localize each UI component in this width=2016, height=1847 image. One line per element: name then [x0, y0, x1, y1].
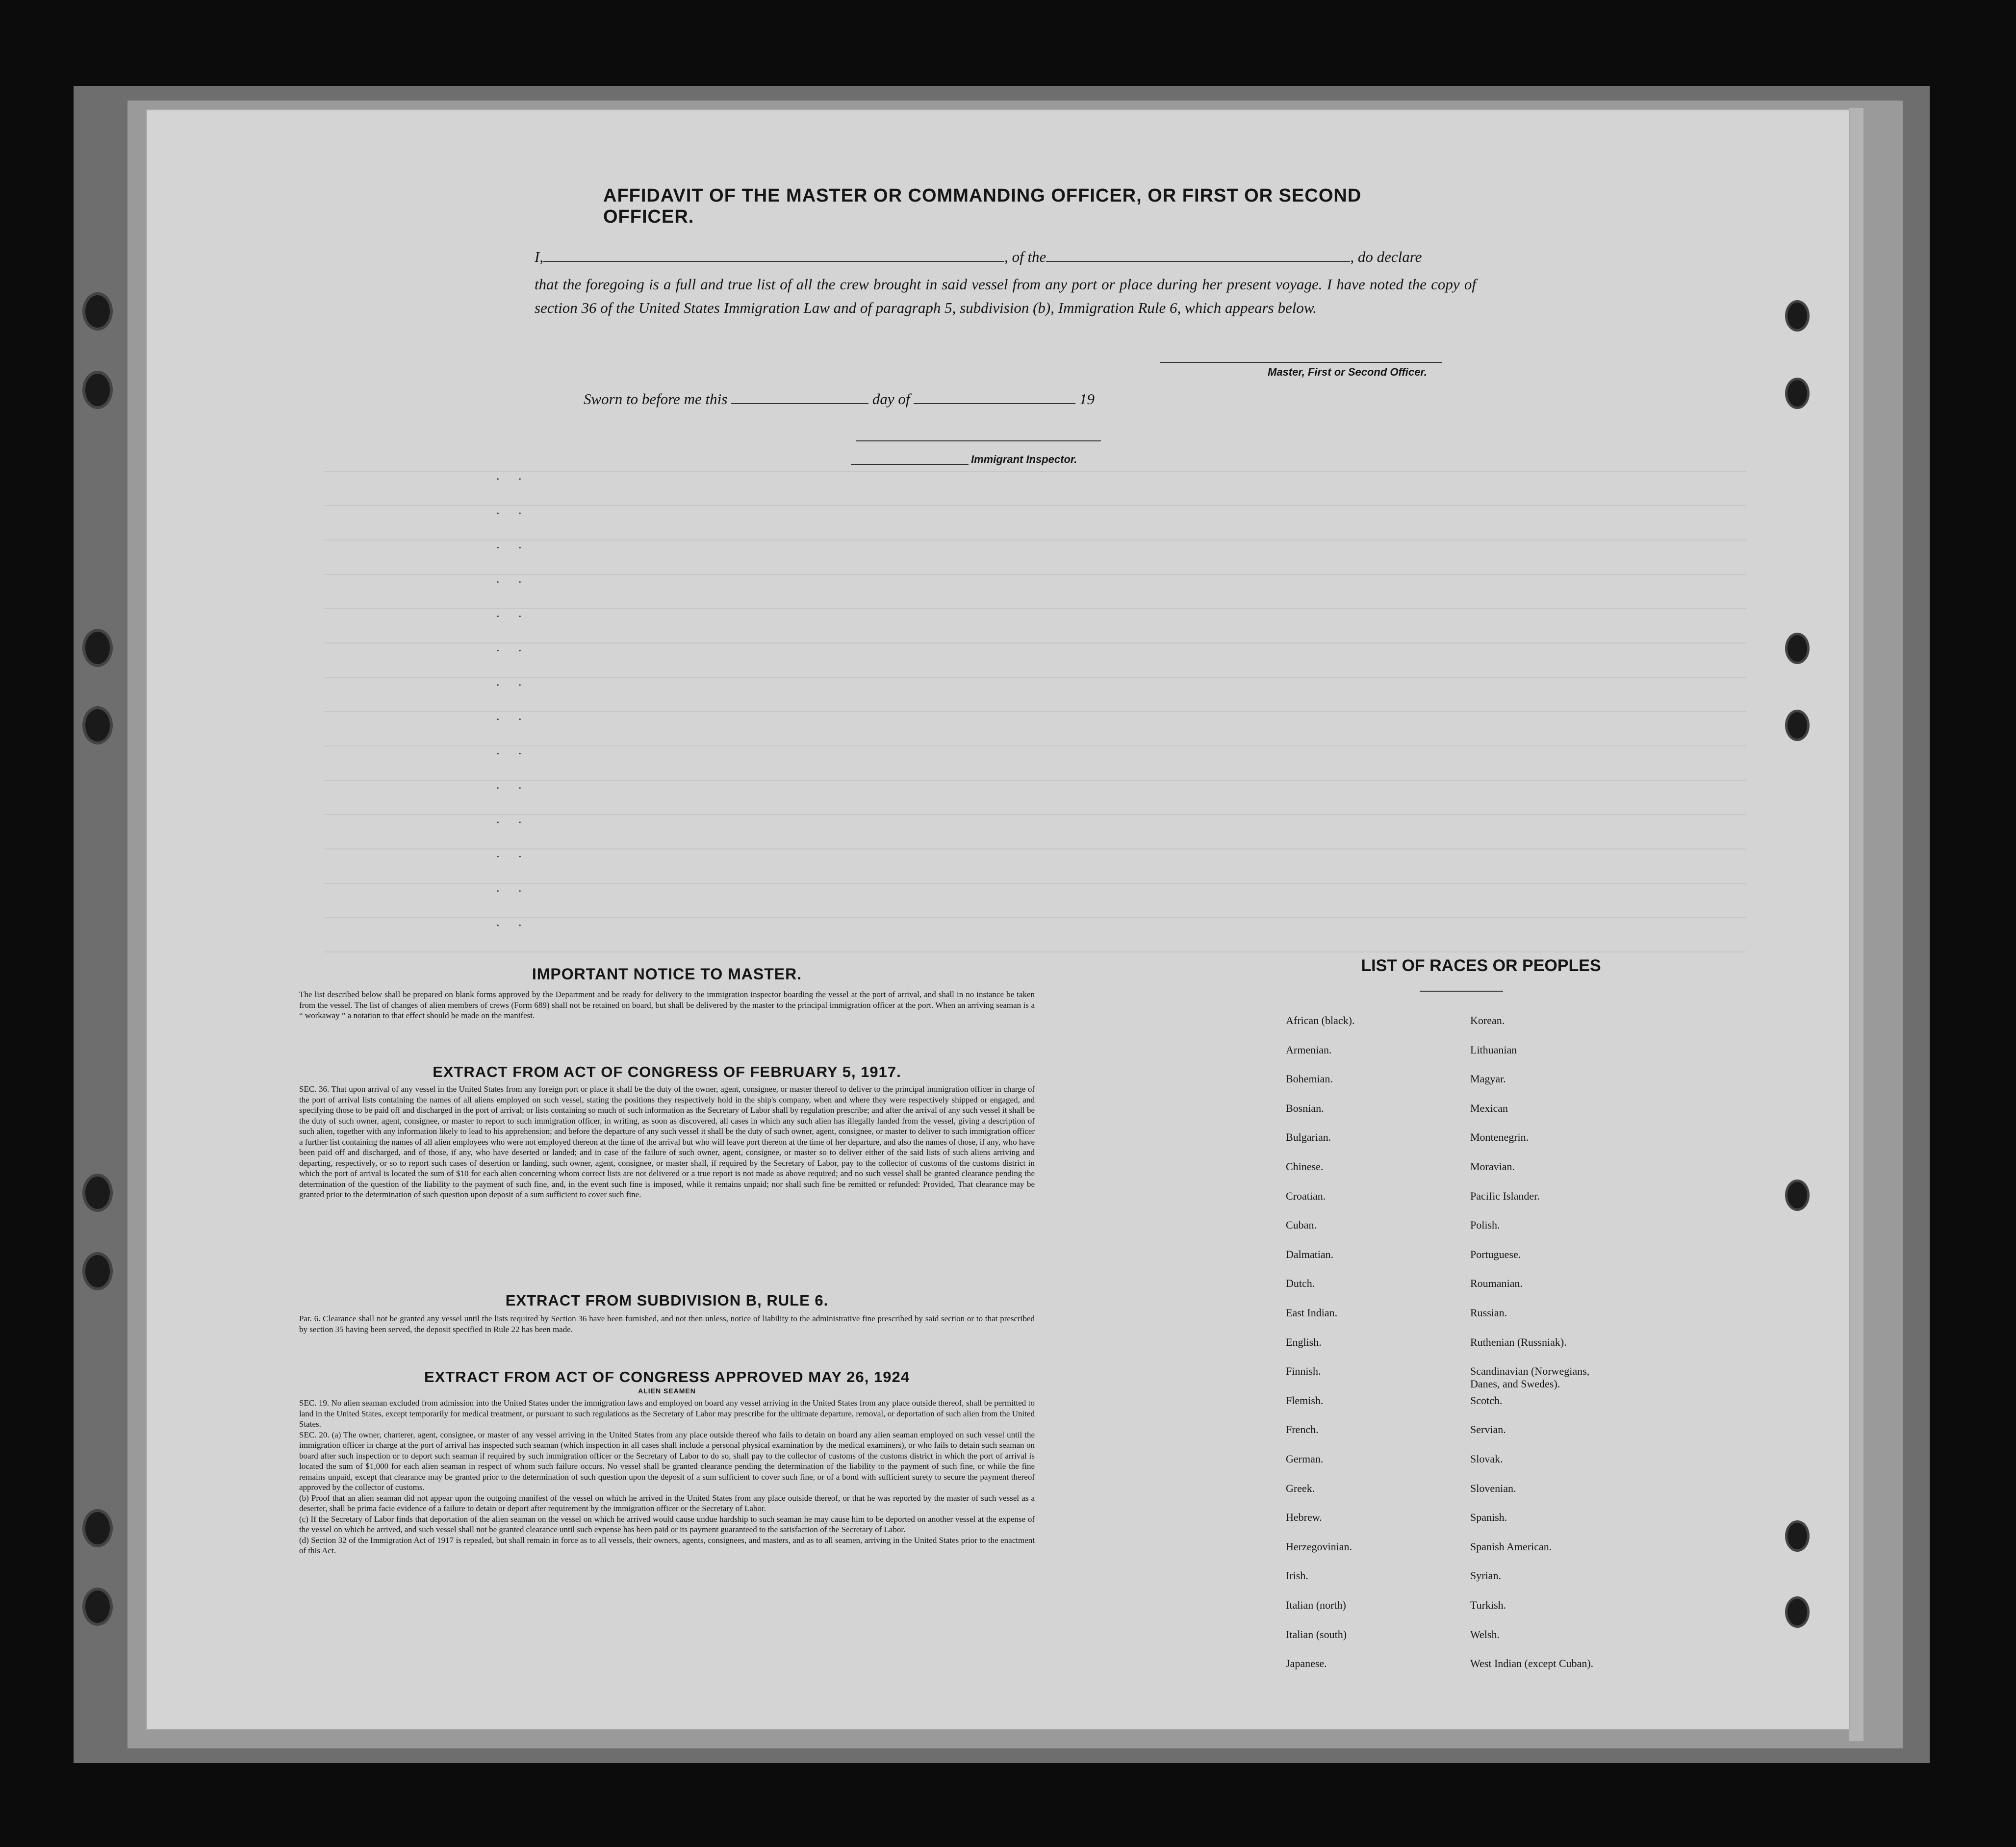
race-item: Magyar. [1470, 1073, 1506, 1085]
binder-hole [1785, 1520, 1810, 1552]
page-edge [1849, 108, 1863, 1741]
binder-hole [1785, 1596, 1810, 1628]
binder-hole [1785, 378, 1810, 409]
race-item: Finnish. [1286, 1365, 1321, 1378]
binder-hole [82, 1174, 113, 1212]
affidavit-declaration-line [535, 248, 1422, 266]
race-item: Welsh. [1470, 1628, 1500, 1641]
affidavit-body: that the foregoing is a full and true list of all the crew brought in said vessel from any port or place during her present voyage. I have noted the copy of section 36 of the United States Immigration Law and of paragraph 5, subdivision (b), Immigration Rule 6, which appears below. [535, 276, 1476, 316]
extract-1924-section [299, 1368, 1035, 1556]
show-through-row [324, 917, 1746, 918]
extract-rule6-text: Par. 6. Clearance shall not be granted any vessel until the lists required by Section 36 have been furnished, and not then unless, notice of liability to the administrative fine prescribed by said section or to that prescribed by section 35 having been served, the deposit specified in Rule 22 has been made. [299, 1314, 1035, 1334]
binder-hole [1785, 1180, 1810, 1211]
extract-1924-paragraph: (b) Proof that an alien seaman did not appear upon the outgoing manifest of the vessel on which he arrived in the United States from any place outside thereof, or that he was reported by the master of such vessel as a deserter, shall be prima facie evidence of a failure to detain or deport after requirement by the immigration officer or the Secretary of Labor. [299, 1493, 1035, 1513]
race-item: Bohemian. [1286, 1073, 1333, 1085]
sworn-month-blank[interactable] [914, 392, 1075, 404]
year-prefix-label: 19 [1079, 390, 1095, 408]
extract-1917-title: EXTRACT FROM ACT OF CONGRESS OF FEBRUARY 5, 1917. [433, 1063, 901, 1080]
race-item: Scandinavian (Norwegians, Danes, and Swedes). [1470, 1365, 1590, 1390]
race-item: Spanish. [1470, 1511, 1507, 1524]
affidavit-title: AFFIDAVIT OF THE MASTER OR COMMANDING OFFICER, OR FIRST OR SECOND OFFICER. [603, 185, 1362, 227]
show-through-row [324, 951, 1746, 952]
binder-hole [82, 629, 113, 667]
show-through-row [324, 539, 1746, 540]
sworn-label: Sworn to before me this [584, 390, 728, 408]
dot-marks: . . [496, 846, 530, 860]
binder-hole [82, 371, 113, 409]
affidavit-do-declare-label: , do declare [1350, 248, 1422, 265]
extract-1924-paragraph: SEC. 19. No alien seaman excluded from admission into the United States under the immigration laws and employed on board any vessel arriving in the United States from any place outside thereof, shall be permitted to land in the United States, except temporarily for medical treatment, or pursuant to such regulations as the Secretary of Labor may prescribe for the ultimate departure, removal, or deportation of such alien from the United States. [299, 1398, 1035, 1429]
dot-marks: . . [496, 743, 530, 757]
binder-hole [82, 1588, 113, 1626]
race-item: Chinese. [1286, 1160, 1324, 1173]
binder-hole [1785, 300, 1810, 332]
race-item: German. [1286, 1453, 1324, 1465]
dot-marks: . . [496, 812, 530, 826]
affidavit-of-the-label: , of the [1004, 248, 1046, 265]
race-item: Russian. [1470, 1307, 1507, 1319]
race-item: Servian. [1470, 1423, 1506, 1436]
dot-marks: . . [496, 571, 530, 586]
race-item: Moravian. [1470, 1160, 1515, 1173]
binder-hole [82, 706, 113, 744]
race-item: Dutch. [1286, 1277, 1315, 1290]
notice-title: IMPORTANT NOTICE TO MASTER. [532, 965, 802, 983]
race-item: Scotch. [1470, 1394, 1503, 1407]
show-through-row [324, 471, 1746, 472]
race-item: Japanese. [1286, 1657, 1327, 1670]
extract-1924-paragraph: SEC. 20. (a) The owner, charterer, agent, consignee, or master of any vessel arriving in the United States from any place outside thereof who fails to detain on board any alien seaman employed on such vessel until the immigration officer in charge at the port of arrival has inspected such seaman (which inspection in all cases shall include a personal physical examination by the medical examiners), or who fails to detain such seaman on board after such inspection or to deport such seaman if required by such immigration officer or the Secretary of Labor to do so, shall pay to the collector of customs of the customs district in which the port of arrival is located the sum of $1,000 for each alien seaman in respect of whom such failure occurs. No vessel shall be granted clearance pending the determination of the liability to the payment of such fine, or while the fine remains unpaid, except that clearance may be granted prior to the determination of such question upon the deposit of a sum sufficient to cover such fine, or of a bond with sufficient surety to secure the payment thereof approved by the collector of customs. [299, 1430, 1035, 1492]
master-signature-label: Master, First or Second Officer. [1268, 366, 1427, 378]
race-item: Korean. [1470, 1014, 1505, 1026]
race-item: Dalmatian. [1286, 1248, 1334, 1260]
extract-1924-title: EXTRACT FROM ACT OF CONGRESS APPROVED MAY 26, 1924 [424, 1368, 910, 1385]
race-item: Irish. [1286, 1569, 1308, 1582]
race-item: African (black). [1286, 1014, 1355, 1026]
dot-marks: . . [496, 674, 530, 689]
dot-marks: . . [496, 915, 530, 929]
vessel-blank[interactable] [1046, 250, 1350, 262]
race-item: Spanish American. [1470, 1540, 1552, 1553]
sworn-day-blank[interactable] [731, 392, 868, 404]
races-title: LIST OF RACES OR PEOPLES [1361, 956, 1601, 975]
binder-hole [1785, 633, 1810, 664]
dot-marks: . . [496, 503, 530, 517]
race-item: Cuban. [1286, 1219, 1317, 1231]
show-through-row [324, 677, 1746, 678]
important-notice-section [299, 965, 1035, 1021]
race-item: Slovak. [1470, 1453, 1503, 1465]
race-item: Bulgarian. [1286, 1131, 1331, 1144]
show-through-row [324, 574, 1746, 575]
dot-marks: . . [496, 709, 530, 723]
race-item: Greek. [1286, 1482, 1315, 1494]
race-item: French. [1286, 1423, 1319, 1436]
race-item: West Indian (except Cuban). [1470, 1657, 1594, 1670]
show-through-row [324, 745, 1746, 746]
race-item: Ruthenian (Russniak). [1470, 1335, 1567, 1348]
race-item: English. [1286, 1335, 1322, 1348]
master-signature-line[interactable] [1160, 362, 1442, 363]
inspector-signature-line[interactable] [856, 440, 1101, 441]
race-item: Pacific Islander. [1470, 1189, 1540, 1202]
inspector-short-line[interactable] [851, 464, 969, 465]
race-item: Herzegovinian. [1286, 1540, 1352, 1553]
race-item: Montenegrin. [1470, 1131, 1529, 1144]
extract-rule6-section [299, 1292, 1035, 1334]
binder-hole [82, 1252, 113, 1290]
race-item: Syrian. [1470, 1569, 1501, 1582]
dot-marks: . . [496, 880, 530, 895]
extract-1924-paragraph: (d) Section 32 of the Immigration Act of 1917 is repealed, but shall remain in force as to all vessels, their owners, agents, consignees, and masters, and as to all seamen, arriving in the United States prior to the enactment of this Act. [299, 1535, 1035, 1555]
race-item: Turkish. [1470, 1599, 1506, 1611]
show-through-row [324, 505, 1746, 506]
show-through-row [324, 848, 1746, 849]
day-of-label: day of [872, 390, 910, 408]
binder-hole [82, 292, 113, 331]
binder-hole [82, 1509, 113, 1547]
races-title-underline [1420, 991, 1503, 992]
extract-1917-text: SEC. 36. That upon arrival of any vessel in the United States from any foreign port or place it shall be the duty of the owner, agent, consignee, or master thereof to deliver to the principal immigration officer in charge of the port of arrival lists containing the names of all aliens employed on such vessel, stating the positions they respectively hold in the ship's company, when and where they were respectively shipped or engaged, and specifying those to be paid off and discharged in the port of arrival; or lists containing so much of such information as the Secretary of Labor shall by regulation prescribe; and after the arrival of any such vessel it shall be the duty of such owner, agent, consignee, or master to report to such immigration officer, in writing, as soon as discovered, all cases in which any such alien has illegally landed from the vessel, giving a description of such alien, together with any information likely to lead to his apprehension; and before the departure of any such vessel it shall be the duty of such owner, agent, consignee, or master to deliver to such immigration officer a further list containing the names of all alien employees who were not employed thereon at the time of the arrival but who will leave port thereon at the time of her departure, and also the names of those, if any, who have been paid off and discharged, and of those, if any, who have deserted or landed; and in case of the failure of such owner, agent, consignee, or master so to deliver either of the said lists of such aliens arriving and departing, respectively, or so to report such cases of desertion or landing, such owner, agent, consignee, or master shall, if required by the Secretary of Labor, pay to the collector of customs of the customs district in which the port of arrival is located the sum of $10 for each alien concerning whom correct lists are not delivered or a true report is not made as above required; and no such vessel shall be granted clearance pending the determination of the question of the liability to the payment of such fine, and, in the event such fine is imposed, while it remains unpaid; nor shall such fine be remitted or refunded: Provided, That clearance may be granted prior to the determination of such question upon deposit of a sum sufficient to cover such fine. [299, 1084, 1035, 1199]
affidavit-i-label: I, [535, 248, 544, 265]
extract-rule6-title: EXTRACT FROM SUBDIVISION B, RULE 6. [505, 1292, 829, 1309]
name-blank[interactable] [543, 250, 1004, 262]
show-through-row [324, 883, 1746, 884]
show-through-row [324, 814, 1746, 815]
race-item: Bosnian. [1286, 1102, 1324, 1114]
race-item: Lithuanian [1470, 1043, 1517, 1056]
race-item: Roumanian. [1470, 1277, 1523, 1290]
dot-marks: . . [496, 537, 530, 551]
race-item: Polish. [1470, 1219, 1500, 1231]
show-through-row [324, 608, 1746, 609]
inspector-label: Immigrant Inspector. [971, 453, 1077, 465]
race-item: Flemish. [1286, 1394, 1324, 1407]
show-through-row [324, 642, 1746, 643]
race-item: Slovenian. [1470, 1482, 1516, 1494]
dot-marks: . . [496, 777, 530, 792]
race-item: Croatian. [1286, 1189, 1326, 1202]
extract-1917-section [299, 1063, 1035, 1200]
dot-marks: . . [496, 640, 530, 654]
sworn-line [584, 390, 1095, 408]
race-item: Hebrew. [1286, 1511, 1322, 1524]
notice-text: The list described below shall be prepared on blank forms approved by the Department and be ready for delivery to the immigration inspector boarding the vessel at the port of arrival, and shall in no instance be taken from the vessel. The list of changes of alien members of crews (Form 689) shall not be retained on board, but shall be delivered by the master to the principal immigration officer at the port. When an arriving seaman is a “ workaway ” a notation to that effect should be made on the manifest. [299, 990, 1035, 1020]
binder-hole [1785, 710, 1810, 741]
race-item: Italian (south) [1286, 1628, 1347, 1641]
race-item: Mexican [1470, 1102, 1508, 1114]
extract-1924-paragraph: (c) If the Secretary of Labor finds that deportation of the alien seaman on the vessel on which he arrived would cause undue hardship to such seaman he may cause him to be deported on another vessel at the expense of the vessel on which he arrived, and such vessel shall not be granted clearance until such expense has been paid or its payment guaranteed to the satisfaction of the Secretary of Labor. [299, 1514, 1035, 1534]
show-through-row [324, 711, 1746, 712]
race-item: Portuguese. [1470, 1248, 1521, 1260]
show-through-row [324, 780, 1746, 781]
dot-marks: . . [496, 468, 530, 483]
race-item: East Indian. [1286, 1307, 1338, 1319]
race-item: Italian (north) [1286, 1599, 1346, 1611]
extract-1924-subtitle: ALIEN SEAMEN [638, 1387, 696, 1395]
race-item: Armenian. [1286, 1043, 1332, 1056]
dot-marks: . . [496, 606, 530, 620]
